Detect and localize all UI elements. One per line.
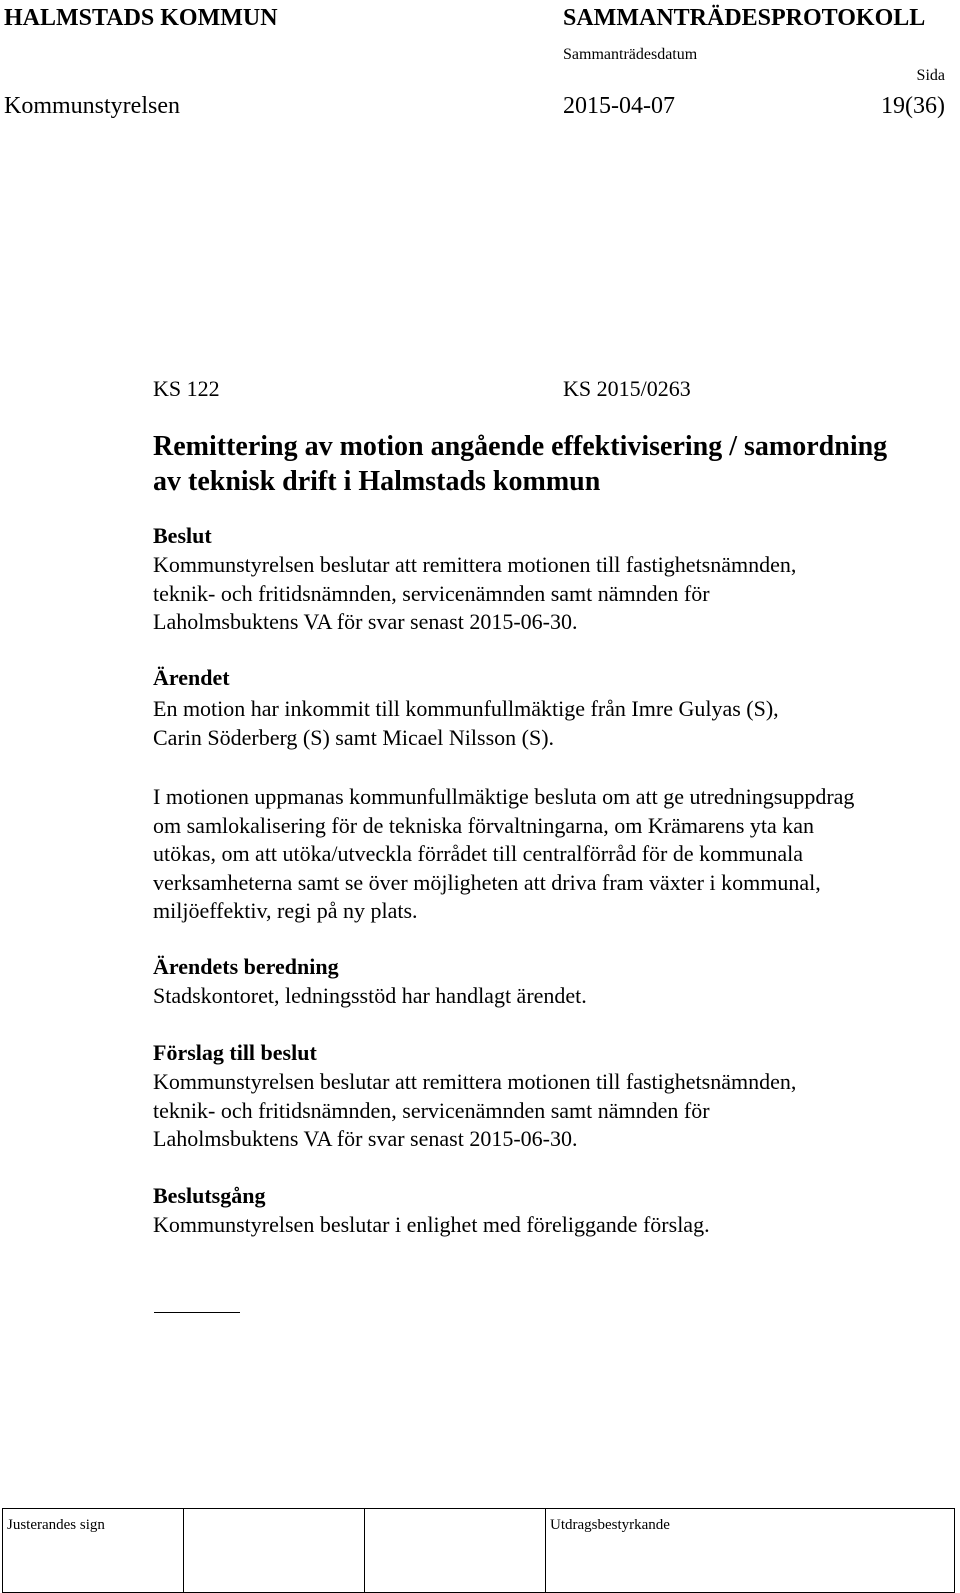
- beslutsgang-heading: Beslutsgång: [153, 1183, 266, 1208]
- beslutsgang-text: Kommunstyrelsen beslutar i enlighet med föreliggande förslag.: [153, 1212, 710, 1237]
- arendet-text: [153, 695, 779, 752]
- text-line: En motion har inkommit till kommunfullmäktige från Imre Gulyas (S),: [153, 696, 779, 721]
- motion-paragraph: [153, 783, 854, 926]
- document-type: SAMMANTRÄDESPROTOKOLL: [563, 5, 926, 31]
- case-dnr: KS 2015/0263: [563, 376, 691, 401]
- signature-footer: [0, 1508, 960, 1593]
- justerandes-sign-box: [3, 1509, 184, 1593]
- case-title: [153, 429, 887, 499]
- signature-box: [365, 1509, 546, 1593]
- justerandes-sign-label: Justerandes sign: [7, 1517, 105, 1533]
- forslag-heading: Förslag till beslut: [153, 1040, 317, 1065]
- text-line: Laholmsbuktens VA för svar senast 2015-06-30.: [153, 1126, 578, 1151]
- text-line: Carin Söderberg (S) samt Micael Nilsson (S).: [153, 724, 555, 750]
- beredning-heading: Ärendets beredning: [153, 954, 339, 979]
- signature-table: [2, 1508, 955, 1593]
- text-line: utökas, om att utöka/utveckla förrådet till centralförråd för de kommunala: [153, 841, 803, 866]
- text-line: teknik- och fritidsnämnden, servicenämnden samt nämnden för: [153, 1097, 710, 1123]
- arendet-heading: Ärendet: [153, 665, 230, 690]
- page-number: 19(36): [881, 93, 945, 119]
- text-line: verksamheterna samt se över möjligheten att driva fram växter i kommunal,: [153, 869, 821, 895]
- ks-number: KS 122: [153, 376, 220, 401]
- meeting-date: 2015-04-07: [563, 93, 675, 119]
- beslut-heading: Beslut: [153, 523, 212, 548]
- text-line: Kommunstyrelsen beslutar att remittera motionen till fastighetsnämnden,: [153, 552, 797, 577]
- utdragsbestyrkande-label: Utdragsbestyrkande: [550, 1517, 670, 1533]
- signature-box: [184, 1509, 365, 1593]
- date-label: Sammanträdesdatum: [563, 46, 698, 63]
- committee-name: Kommunstyrelsen: [4, 93, 180, 119]
- separator-line: [154, 1312, 240, 1313]
- text-line: miljöeffektiv, regi på ny plats.: [153, 898, 418, 923]
- text-line: I motionen uppmanas kommunfullmäktige besluta om att ge utredningsuppdrag: [153, 784, 855, 809]
- case-title-line: av teknisk drift i Halmstads kommun: [153, 466, 601, 497]
- beslut-text: [153, 551, 796, 637]
- case-title-line: Remittering av motion angående effektivisering / samordning: [153, 431, 888, 462]
- page-label: Sida: [916, 67, 945, 84]
- beredning-text: Stadskontoret, ledningsstöd har handlagt ärendet.: [153, 983, 587, 1008]
- text-line: Kommunstyrelsen beslutar att remittera motionen till fastighetsnämnden,: [153, 1069, 797, 1094]
- utdragsbestyrkande-box: [546, 1509, 955, 1593]
- text-line: Laholmsbuktens VA för svar senast 2015-06-30.: [153, 609, 578, 634]
- text-line: om samlokalisering för de tekniska förvaltningarna, om Krämarens yta kan: [153, 812, 815, 838]
- forslag-text: [153, 1068, 796, 1154]
- text-line: teknik- och fritidsnämnden, servicenämnden samt nämnden för: [153, 580, 710, 606]
- org-name: HALMSTADS KOMMUN: [4, 5, 278, 31]
